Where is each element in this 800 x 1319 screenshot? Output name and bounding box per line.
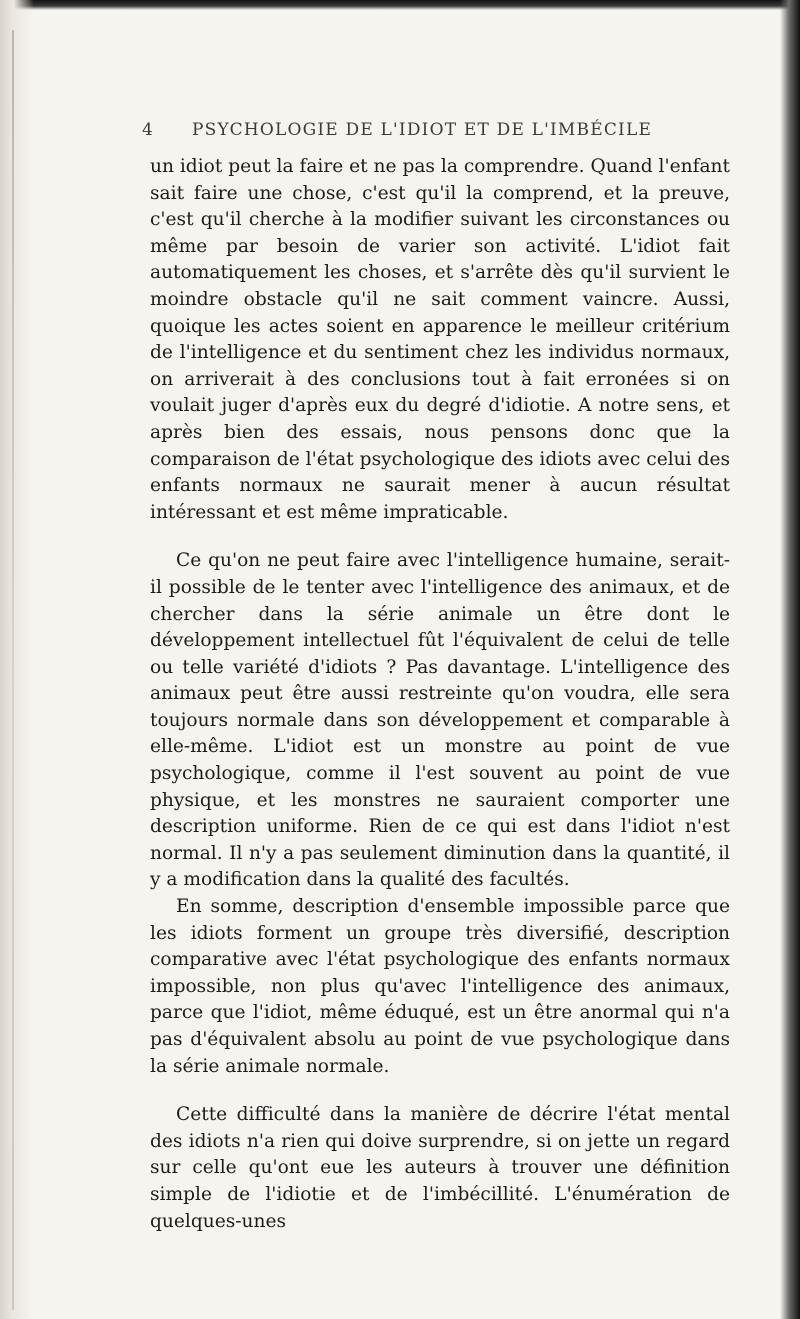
scan-left-margin bbox=[0, 0, 34, 1319]
scan-right-edge bbox=[780, 0, 800, 1319]
scan-top-shadow bbox=[0, 0, 800, 10]
paragraph-3: En somme, description d'ensemble impossible parce que les idiots forment un groupe très diversifié, description comparative avec l'état psychologique des enfants normaux impossible, non plus qu'avec l'intelligence des animaux, parce que l'idiot, même éduqué, est un être anormal qui n'a pas d'équivalent absolu au point de vue psychologique dans la série animale normale. bbox=[150, 896, 730, 1077]
running-title: PSYCHOLOGIE DE L'IDIOT ET DE L'IMBÉCILE bbox=[192, 120, 653, 140]
paragraph-2: Ce qu'on ne peut faire avec l'intelligence humaine, serait-il possible de le tenter avec l'intelligence des animaux, et de chercher dans la série animale un être dont le développement intellectuel fût l'équivalent de celui de telle ou telle variété d'idiots ? Pas davantage. L'intelligence des animaux peut être aussi restreinte qu'on voudra, elle sera toujours normale dans son développement et comparable à elle-même. L'idiot est un monstre au point de vue psychologique, comme il l'est souvent au point de vue physique, et les monstres ne sauraient comporter une description uniforme. Rien de ce qui est dans l'idiot n'est normal. Il n'y a pas seulement diminution dans la quantité, il y a modification dans la qualité des facultés. bbox=[150, 550, 730, 891]
running-head bbox=[142, 120, 730, 140]
paragraph-4: Cette difficulté dans la manière de décrire l'état mental des idiots n'a rien qui doive surprendre, si on jette un regard sur celle qu'ont eue les auteurs à trouver une définition simple de l'idiotie et de l'imbécillité. L'énumération de quelques-unes bbox=[150, 1104, 730, 1232]
book-page bbox=[142, 120, 730, 1235]
page-number: 4 bbox=[142, 120, 155, 140]
scan-left-fold-line bbox=[12, 30, 14, 1310]
paragraph-1: un idiot peut la faire et ne pas la comprendre. Quand l'enfant sait faire une chose, c'est qu'il la comprend, et la preuve, c'est qu'il cherche à la modifier suivant les circonstances ou même par besoin de varier son activité. L'idiot fait automatiquement les choses, et s'arrête dès qu'il survient le moindre obstacle qu'il ne sait comment vaincre. Aussi, quoique les actes soient en apparence le meilleur critérium de l'intelligence et du sentiment chez les individus normaux, on arriverait à des conclusions tout à fait erronées si on voulait juger d'après eux du degré d'idiotie. A notre sens, et après bien des essais, nous pensons donc que la comparaison de l'état psychologique des idiots avec celui des enfants normaux ne saurait mener à aucun résultat intéressant et est même impraticable. bbox=[150, 156, 730, 523]
